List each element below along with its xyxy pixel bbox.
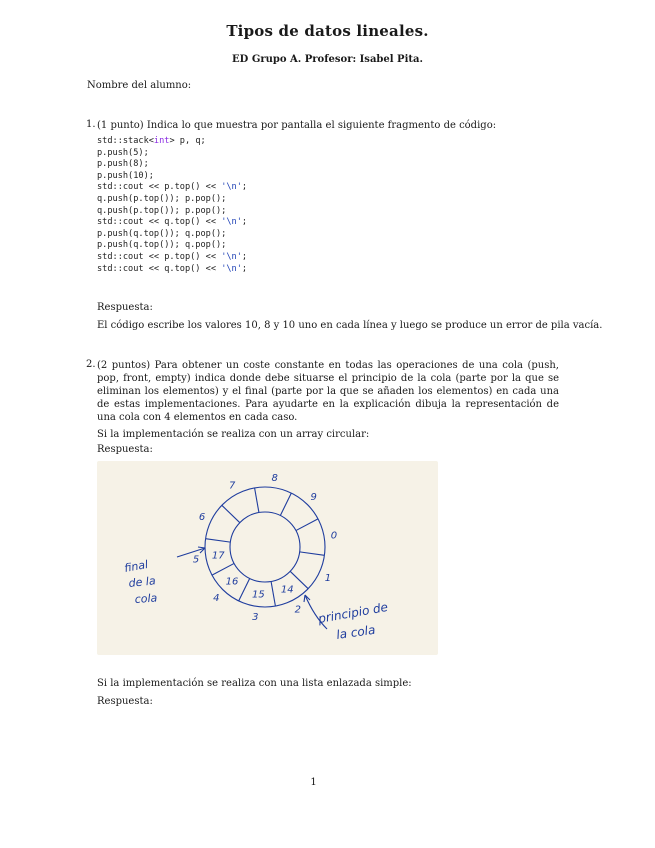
question-1-text: (1 punto) Indica lo que muestra por pantalla el siguiente fragmento de código:: [97, 120, 497, 131]
code-line: p.push(q.top()); q.pop();: [97, 228, 227, 239]
question-2-text: [97, 359, 559, 441]
index-label: 0: [330, 530, 338, 542]
final-note-line-1: final: [123, 558, 150, 575]
question-2-statement: (2 puntos) Para obtener un coste constante en todas las operaciones de una cola (push, pop, front, empty) indica donde debe situarse el principio de la cola (parte por la que se eliminan los elementos) y el final (parte por la que se añaden los elementos) en cada una de estas implementaciones. Para ayudarte en la explicación dibuja la representación de una cola con 4 elementos en cada caso.: [97, 360, 559, 423]
question-2-answer-label: Respuesta:: [97, 444, 153, 455]
code-line: std::cout << p.top() << '\n';: [97, 182, 248, 193]
circular-array-label: Si la implementación se realiza con un array circular:: [97, 429, 370, 440]
index-label: 1: [324, 573, 332, 585]
code-line: p.push(5);: [97, 147, 149, 158]
cell-divider: [280, 493, 291, 515]
outer-circle: [205, 487, 325, 607]
principio-note-line-1: principio de: [317, 599, 389, 626]
cell-divider: [206, 539, 231, 542]
document-subtitle: ED Grupo A. Profesor: Isabel Pita.: [232, 54, 423, 65]
cell-value: 17: [211, 550, 225, 562]
cell-value: 16: [225, 576, 239, 588]
index-label: 2: [294, 604, 302, 616]
principio-note-line-2: la cola: [335, 622, 377, 642]
index-label: 6: [198, 511, 206, 523]
cell-divider: [222, 505, 240, 522]
final-note-line-3: cola: [134, 591, 158, 606]
cell-divider: [239, 578, 250, 600]
code-line: q.push(p.top()); p.pop();: [97, 193, 227, 204]
question-2-number: 2.: [86, 359, 96, 370]
code-line: std::cout << q.top() << '\n';: [97, 217, 248, 228]
code-line: p.push(8);: [97, 159, 149, 170]
code-line: std::cout << q.top() << '\n';: [97, 263, 248, 274]
question-1-number: 1.: [86, 119, 96, 130]
index-label: 5: [192, 554, 200, 566]
question-1-answer-text: El código escribe los valores 10, 8 y 10 uno en cada línea y luego se produce un error de pila vacía.: [97, 320, 603, 331]
code-line: p.push(q.top()); q.pop();: [97, 240, 227, 251]
code-block: [97, 136, 247, 275]
index-label: 7: [228, 480, 236, 492]
cell-divider: [255, 488, 259, 513]
index-label: 4: [213, 592, 220, 604]
code-line: std::stack<int> p, q;: [97, 136, 206, 146]
code-line: q.push(p.top()); p.pop();: [97, 205, 227, 216]
page-number: 1: [310, 777, 317, 788]
cell-value: 15: [252, 589, 265, 601]
inner-circle: [230, 512, 300, 582]
index-label: 9: [310, 492, 317, 504]
cell-divider: [296, 519, 318, 531]
question-2-answer2-label: Respuesta:: [97, 696, 153, 707]
final-note-line-2: de la: [127, 574, 157, 590]
index-label: 8: [271, 473, 278, 485]
cell-value: 14: [280, 584, 294, 596]
cell-divider: [271, 581, 275, 606]
code-line: std::cout << p.top() << '\n';: [97, 251, 248, 262]
linked-list-label: Si la implementación se realiza con una lista enlazada simple:: [97, 678, 412, 689]
circular-array-drawing: [97, 461, 438, 655]
cell-divider: [212, 563, 234, 575]
document-title: Tipos de datos lineales.: [226, 22, 429, 40]
student-name-label: Nombre del alumno:: [87, 80, 192, 91]
code-line: p.push(10);: [97, 170, 154, 181]
cell-divider: [300, 552, 325, 555]
circular-array-sketch: [97, 461, 438, 655]
index-label: 3: [252, 611, 259, 623]
question-1-answer-label: Respuesta:: [97, 302, 153, 313]
